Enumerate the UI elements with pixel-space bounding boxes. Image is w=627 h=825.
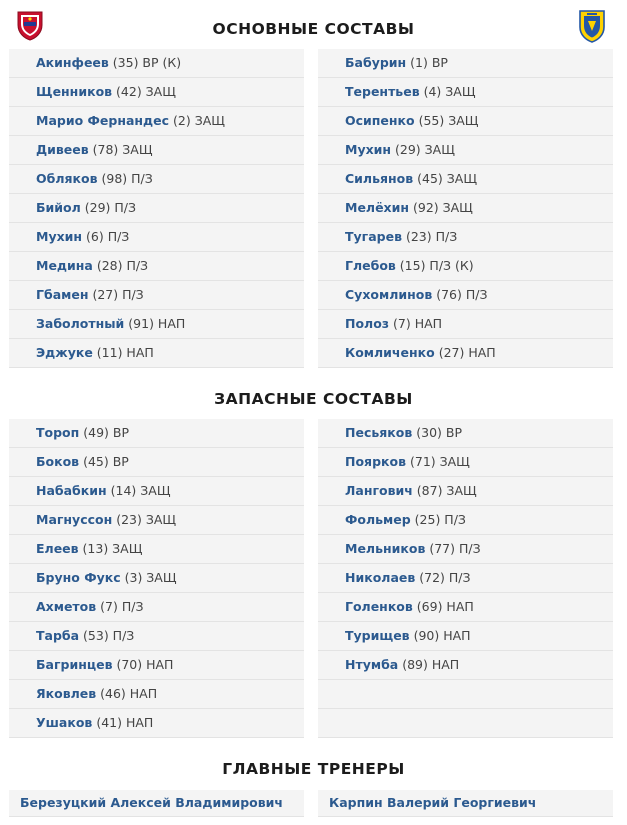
- player-name-link[interactable]: Мухин: [36, 229, 83, 244]
- player-name-link[interactable]: Тороп: [36, 425, 80, 440]
- player-name-link[interactable]: Осипенко: [345, 113, 415, 128]
- player-number-position: (28) П/З: [92, 258, 149, 273]
- away-coach[interactable]: Карпин Валерий Георгиевич: [318, 790, 613, 817]
- player-number-position: (42) ЗАЩ: [112, 84, 176, 99]
- player-row: [9, 310, 304, 339]
- player-row: [9, 107, 304, 136]
- player-name-link[interactable]: Набабкин: [36, 483, 107, 498]
- player-row: [318, 78, 613, 107]
- player-name-link[interactable]: Комличенко: [345, 345, 435, 360]
- home-subs-list: [9, 419, 304, 738]
- player-row: [9, 78, 304, 107]
- player-name-link[interactable]: Поярков: [345, 454, 407, 469]
- player-number-position: (2) ЗАЩ: [169, 113, 225, 128]
- player-number-position: (53) П/З: [79, 628, 135, 643]
- player-number-position: (49) ВР: [79, 425, 130, 440]
- player-row: [318, 651, 613, 680]
- player-row: [318, 107, 613, 136]
- player-name-link[interactable]: Фольмер: [345, 512, 411, 527]
- player-name-link[interactable]: Полоз: [345, 316, 390, 331]
- player-number-position: (46) НАП: [96, 686, 158, 701]
- player-name-link[interactable]: Турищев: [345, 628, 410, 643]
- player-row: [318, 165, 613, 194]
- player-number-position: (25) П/З: [410, 512, 466, 527]
- player-row: [9, 535, 304, 564]
- player-number-position: (23) П/З: [401, 229, 458, 244]
- player-name-link[interactable]: Акинфеев: [36, 55, 109, 70]
- player-row: [9, 281, 304, 310]
- away-subs-list: [318, 419, 613, 738]
- player-number-position: (15) П/З (К): [395, 258, 474, 273]
- player-row: [9, 136, 304, 165]
- player-row: [9, 194, 304, 223]
- player-row: [9, 448, 304, 477]
- head-coaches-title: ГЛАВНЫЕ ТРЕНЕРЫ: [222, 760, 405, 778]
- player-name-link[interactable]: Багринцев: [36, 657, 113, 672]
- player-number-position: (90) НАП: [409, 628, 471, 643]
- player-row: [318, 252, 613, 281]
- player-row: [9, 339, 304, 368]
- player-number-position: (45) ВР: [79, 454, 129, 469]
- player-name-link[interactable]: Гбамен: [36, 287, 89, 302]
- player-number-position: (72) П/З: [415, 570, 471, 585]
- player-number-position: (70) НАП: [112, 657, 174, 672]
- player-number-position: (3) ЗАЩ: [120, 570, 177, 585]
- player-row: [318, 223, 613, 252]
- player-number-position: (55) ЗАЩ: [414, 113, 479, 128]
- player-name-link[interactable]: Обляков: [36, 171, 98, 186]
- player-name-link[interactable]: Магнуссон: [36, 512, 113, 527]
- player-number-position: (6) П/З: [82, 229, 130, 244]
- player-number-position: (71) ЗАЩ: [406, 454, 470, 469]
- player-name-link[interactable]: Сухомлинов: [345, 287, 433, 302]
- player-row: [9, 49, 304, 78]
- player-name-link[interactable]: Сильянов: [345, 171, 414, 186]
- player-name-link[interactable]: Песьяков: [345, 425, 413, 440]
- player-row: [9, 593, 304, 622]
- player-row: [9, 651, 304, 680]
- player-name-link[interactable]: Николаев: [345, 570, 416, 585]
- player-name-link[interactable]: Елеев: [36, 541, 79, 556]
- player-row: [9, 564, 304, 593]
- player-name-link[interactable]: Глебов: [345, 258, 396, 273]
- player-row: [9, 252, 304, 281]
- player-name-link[interactable]: Ушаков: [36, 715, 93, 730]
- player-row: [9, 506, 304, 535]
- player-name-link[interactable]: Боков: [36, 454, 80, 469]
- player-row: [318, 593, 613, 622]
- home-starting-list: [9, 49, 304, 368]
- player-number-position: (23) ЗАЩ: [112, 512, 177, 527]
- player-name-link[interactable]: Бруно Фукс: [36, 570, 121, 585]
- player-number-position: (14) ЗАЩ: [106, 483, 171, 498]
- player-number-position: (4) ЗАЩ: [419, 84, 476, 99]
- player-number-position: (98) П/З: [97, 171, 153, 186]
- player-row: [9, 622, 304, 651]
- player-row: [9, 223, 304, 252]
- player-number-position: (29) ЗАЩ: [391, 142, 455, 157]
- player-number-position: (77) П/З: [425, 541, 481, 556]
- substitutes-title: ЗАПАСНЫЕ СОСТАВЫ: [214, 390, 413, 408]
- empty-row: [318, 709, 613, 738]
- player-name-link[interactable]: Бабурин: [345, 55, 407, 70]
- player-row: [318, 564, 613, 593]
- player-name-link[interactable]: Дивеев: [36, 142, 89, 157]
- player-name-link[interactable]: Щенников: [36, 84, 113, 99]
- player-number-position: (30) ВР: [412, 425, 462, 440]
- starting-lineups-title: ОСНОВНЫЕ СОСТАВЫ: [212, 20, 415, 38]
- player-row: [318, 535, 613, 564]
- player-row: [318, 339, 613, 368]
- player-number-position: (13) ЗАЩ: [78, 541, 143, 556]
- player-name-link[interactable]: Бийол: [36, 200, 81, 215]
- player-name-link[interactable]: Тугарев: [345, 229, 402, 244]
- player-number-position: (7) П/З: [96, 599, 144, 614]
- player-row: [318, 419, 613, 448]
- player-number-position: (1) ВР: [406, 55, 448, 70]
- player-name-link[interactable]: Тарба: [36, 628, 80, 643]
- player-name-link[interactable]: Терентьев: [345, 84, 420, 99]
- player-row: [9, 709, 304, 738]
- player-number-position: (89) НАП: [398, 657, 460, 672]
- player-name-link[interactable]: Эджуке: [36, 345, 93, 360]
- player-row: [318, 310, 613, 339]
- player-name-link[interactable]: Мелёхин: [345, 200, 410, 215]
- player-number-position: (11) НАП: [92, 345, 154, 360]
- home-coach[interactable]: Березуцкий Алексей Владимирович: [9, 790, 304, 817]
- player-name-link[interactable]: Заболотный: [36, 316, 125, 331]
- player-row: [9, 477, 304, 506]
- player-number-position: (78) ЗАЩ: [88, 142, 153, 157]
- player-row: [9, 165, 304, 194]
- player-number-position: (87) ЗАЩ: [412, 483, 477, 498]
- player-row: [318, 448, 613, 477]
- player-number-position: (27) НАП: [434, 345, 496, 360]
- player-name-link[interactable]: Медина: [36, 258, 93, 273]
- player-number-position: (7) НАП: [389, 316, 443, 331]
- player-number-position: (35) ВР (К): [108, 55, 182, 70]
- player-name-link[interactable]: Ахметов: [36, 599, 97, 614]
- player-row: [318, 506, 613, 535]
- player-name-link[interactable]: Мухин: [345, 142, 392, 157]
- player-number-position: (91) НАП: [124, 316, 186, 331]
- player-row: [318, 136, 613, 165]
- away-starting-list: [318, 49, 613, 368]
- player-name-link[interactable]: Голенков: [345, 599, 413, 614]
- player-name-link[interactable]: Нтумба: [345, 657, 399, 672]
- player-number-position: (27) П/З: [88, 287, 144, 302]
- player-number-position: (76) П/З: [432, 287, 488, 302]
- player-row: [9, 680, 304, 709]
- player-row: [318, 477, 613, 506]
- player-name-link[interactable]: Лангович: [345, 483, 413, 498]
- player-row: [318, 622, 613, 651]
- player-name-link[interactable]: Мельников: [345, 541, 426, 556]
- player-name-link[interactable]: Марио Фернандес: [36, 113, 170, 128]
- player-number-position: (45) ЗАЩ: [413, 171, 477, 186]
- player-row: [318, 194, 613, 223]
- player-row: [9, 419, 304, 448]
- player-row: [318, 281, 613, 310]
- player-name-link[interactable]: Яковлев: [36, 686, 97, 701]
- player-number-position: (92) ЗАЩ: [409, 200, 473, 215]
- player-row: [318, 49, 613, 78]
- player-number-position: (69) НАП: [412, 599, 474, 614]
- player-number-position: (29) П/З: [80, 200, 137, 215]
- player-number-position: (41) НАП: [92, 715, 154, 730]
- empty-row: [318, 680, 613, 709]
